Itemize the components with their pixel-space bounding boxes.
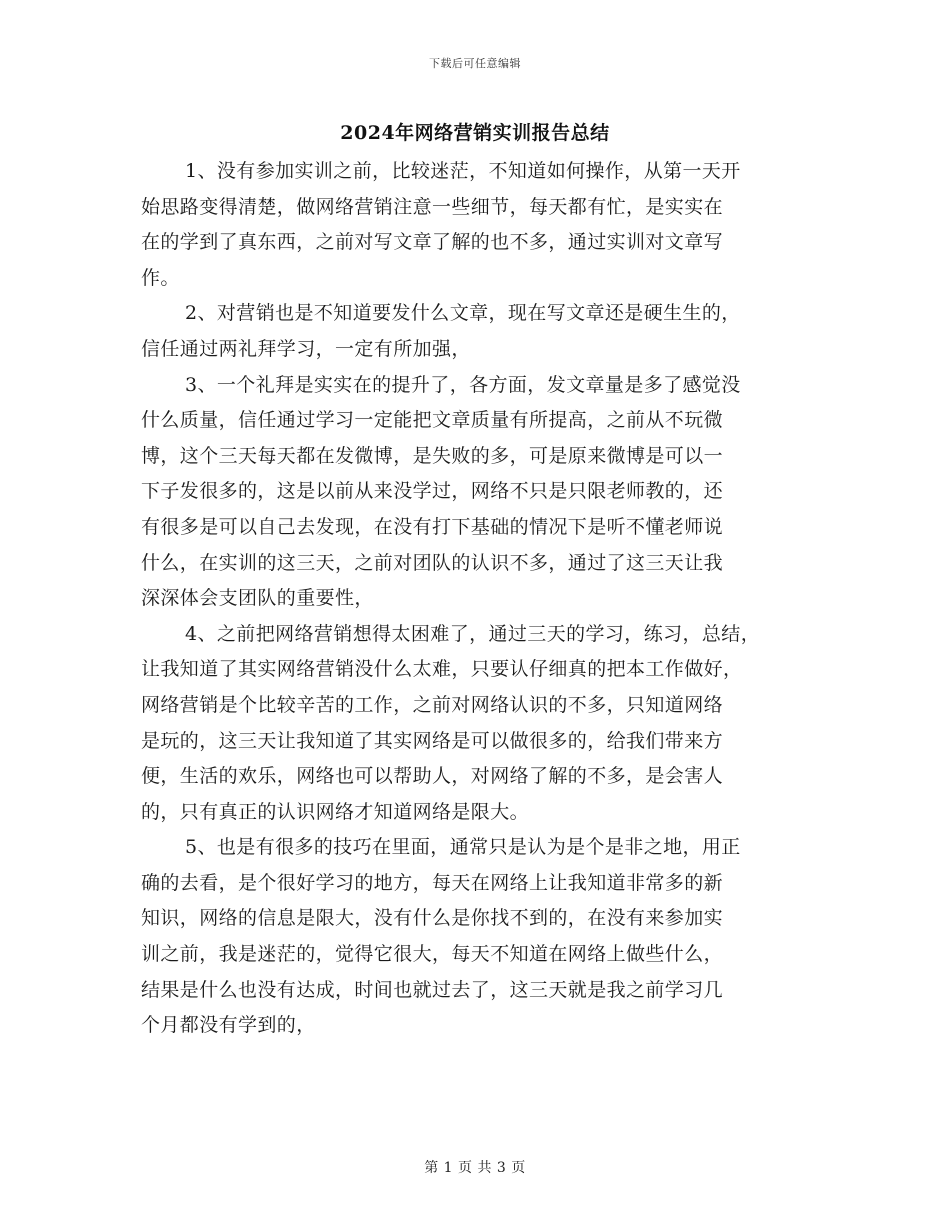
paragraph-line: 个月都没有学到的， — [141, 1014, 316, 1037]
page-number-footer: 第 1 页 共 3 页 — [424, 1160, 526, 1176]
paragraph-first-line: 1、没有参加实训之前，比较迷茫，不知道如何操作，从第一天开 — [185, 160, 741, 182]
paragraph-first-line: 3、一个礼拜是实实在的提升了，各方面，发文章量是多了感觉没 — [185, 373, 741, 396]
paragraph-line: 什么质量，信任通过学习一定能把文章质量有所提高，之前从不玩微 — [141, 409, 724, 432]
paragraph-line: 博，这个三天每天都在发微博，是失败的多，可是原来微博是可以一 — [141, 444, 724, 467]
document-title: 2024年网络营销实训报告总结 — [340, 122, 610, 144]
paragraph-line: 什么，在实训的这三天，之前对团队的认识不多，通过了这三天让我 — [141, 551, 724, 574]
paragraph-line: 始思路变得清楚，做网络营销注意一些细节，每天都有忙，是实实在 — [141, 195, 724, 218]
paragraph-first-line: 2、对营销也是不知道要发什么文章，现在写文章还是硬生生的， — [185, 302, 741, 325]
paragraph-first-line: 4、之前把网络营销想得太困难了，通过三天的学习，练习，总结， — [185, 622, 761, 645]
paragraph-line: 下子发很多的，这是以前从来没学过，网络不只是只限老师教的，还 — [141, 480, 724, 503]
paragraph-line: 网络营销是个比较辛苦的工作，之前对网络认识的不多，只知道网络 — [141, 693, 724, 716]
page-header-note: 下载后可任意编辑 — [429, 57, 521, 70]
paragraph-line: 让我知道了其实网络营销没什么太难，只要认仔细真的把本工作做好， — [141, 658, 743, 681]
paragraph-line: 的，只有真正的认识网络才知道网络是限大。 — [141, 800, 530, 823]
paragraph-line: 深深体会支团队的重要性， — [141, 587, 374, 610]
document-body — [141, 154, 831, 1044]
paragraph-line: 知识，网络的信息是限大，没有什么是你找不到的，在没有来参加实 — [141, 907, 724, 930]
paragraph-line: 是玩的，这三天让我知道了其实网络是可以做很多的，给我们带来方 — [141, 729, 724, 752]
paragraph-line: 作。 — [141, 266, 180, 289]
paragraph-line: 信任通过两礼拜学习，一定有所加强， — [141, 337, 471, 360]
paragraph-line: 在的学到了真东西，之前对写文章了解的也不多，通过实训对文章写 — [141, 231, 724, 254]
paragraph-line: 确的去看，是个很好学习的地方，每天在网络上让我知道非常多的新 — [141, 871, 724, 894]
paragraph-line: 便，生活的欢乐，网络也可以帮助人，对网络了解的不多，是会害人 — [141, 765, 724, 788]
paragraph-line: 有很多是可以自己去发现，在没有打下基础的情况下是听不懂老师说 — [141, 515, 724, 538]
paragraph-first-line: 5、也是有很多的技巧在里面，通常只是认为是个是非之地，用正 — [185, 836, 741, 859]
paragraph-line: 训之前，我是迷茫的，觉得它很大，每天不知道在网络上做些什么， — [141, 943, 724, 966]
paragraph-line: 结果是什么也没有达成，时间也就过去了，这三天就是我之前学习几 — [141, 978, 724, 1001]
